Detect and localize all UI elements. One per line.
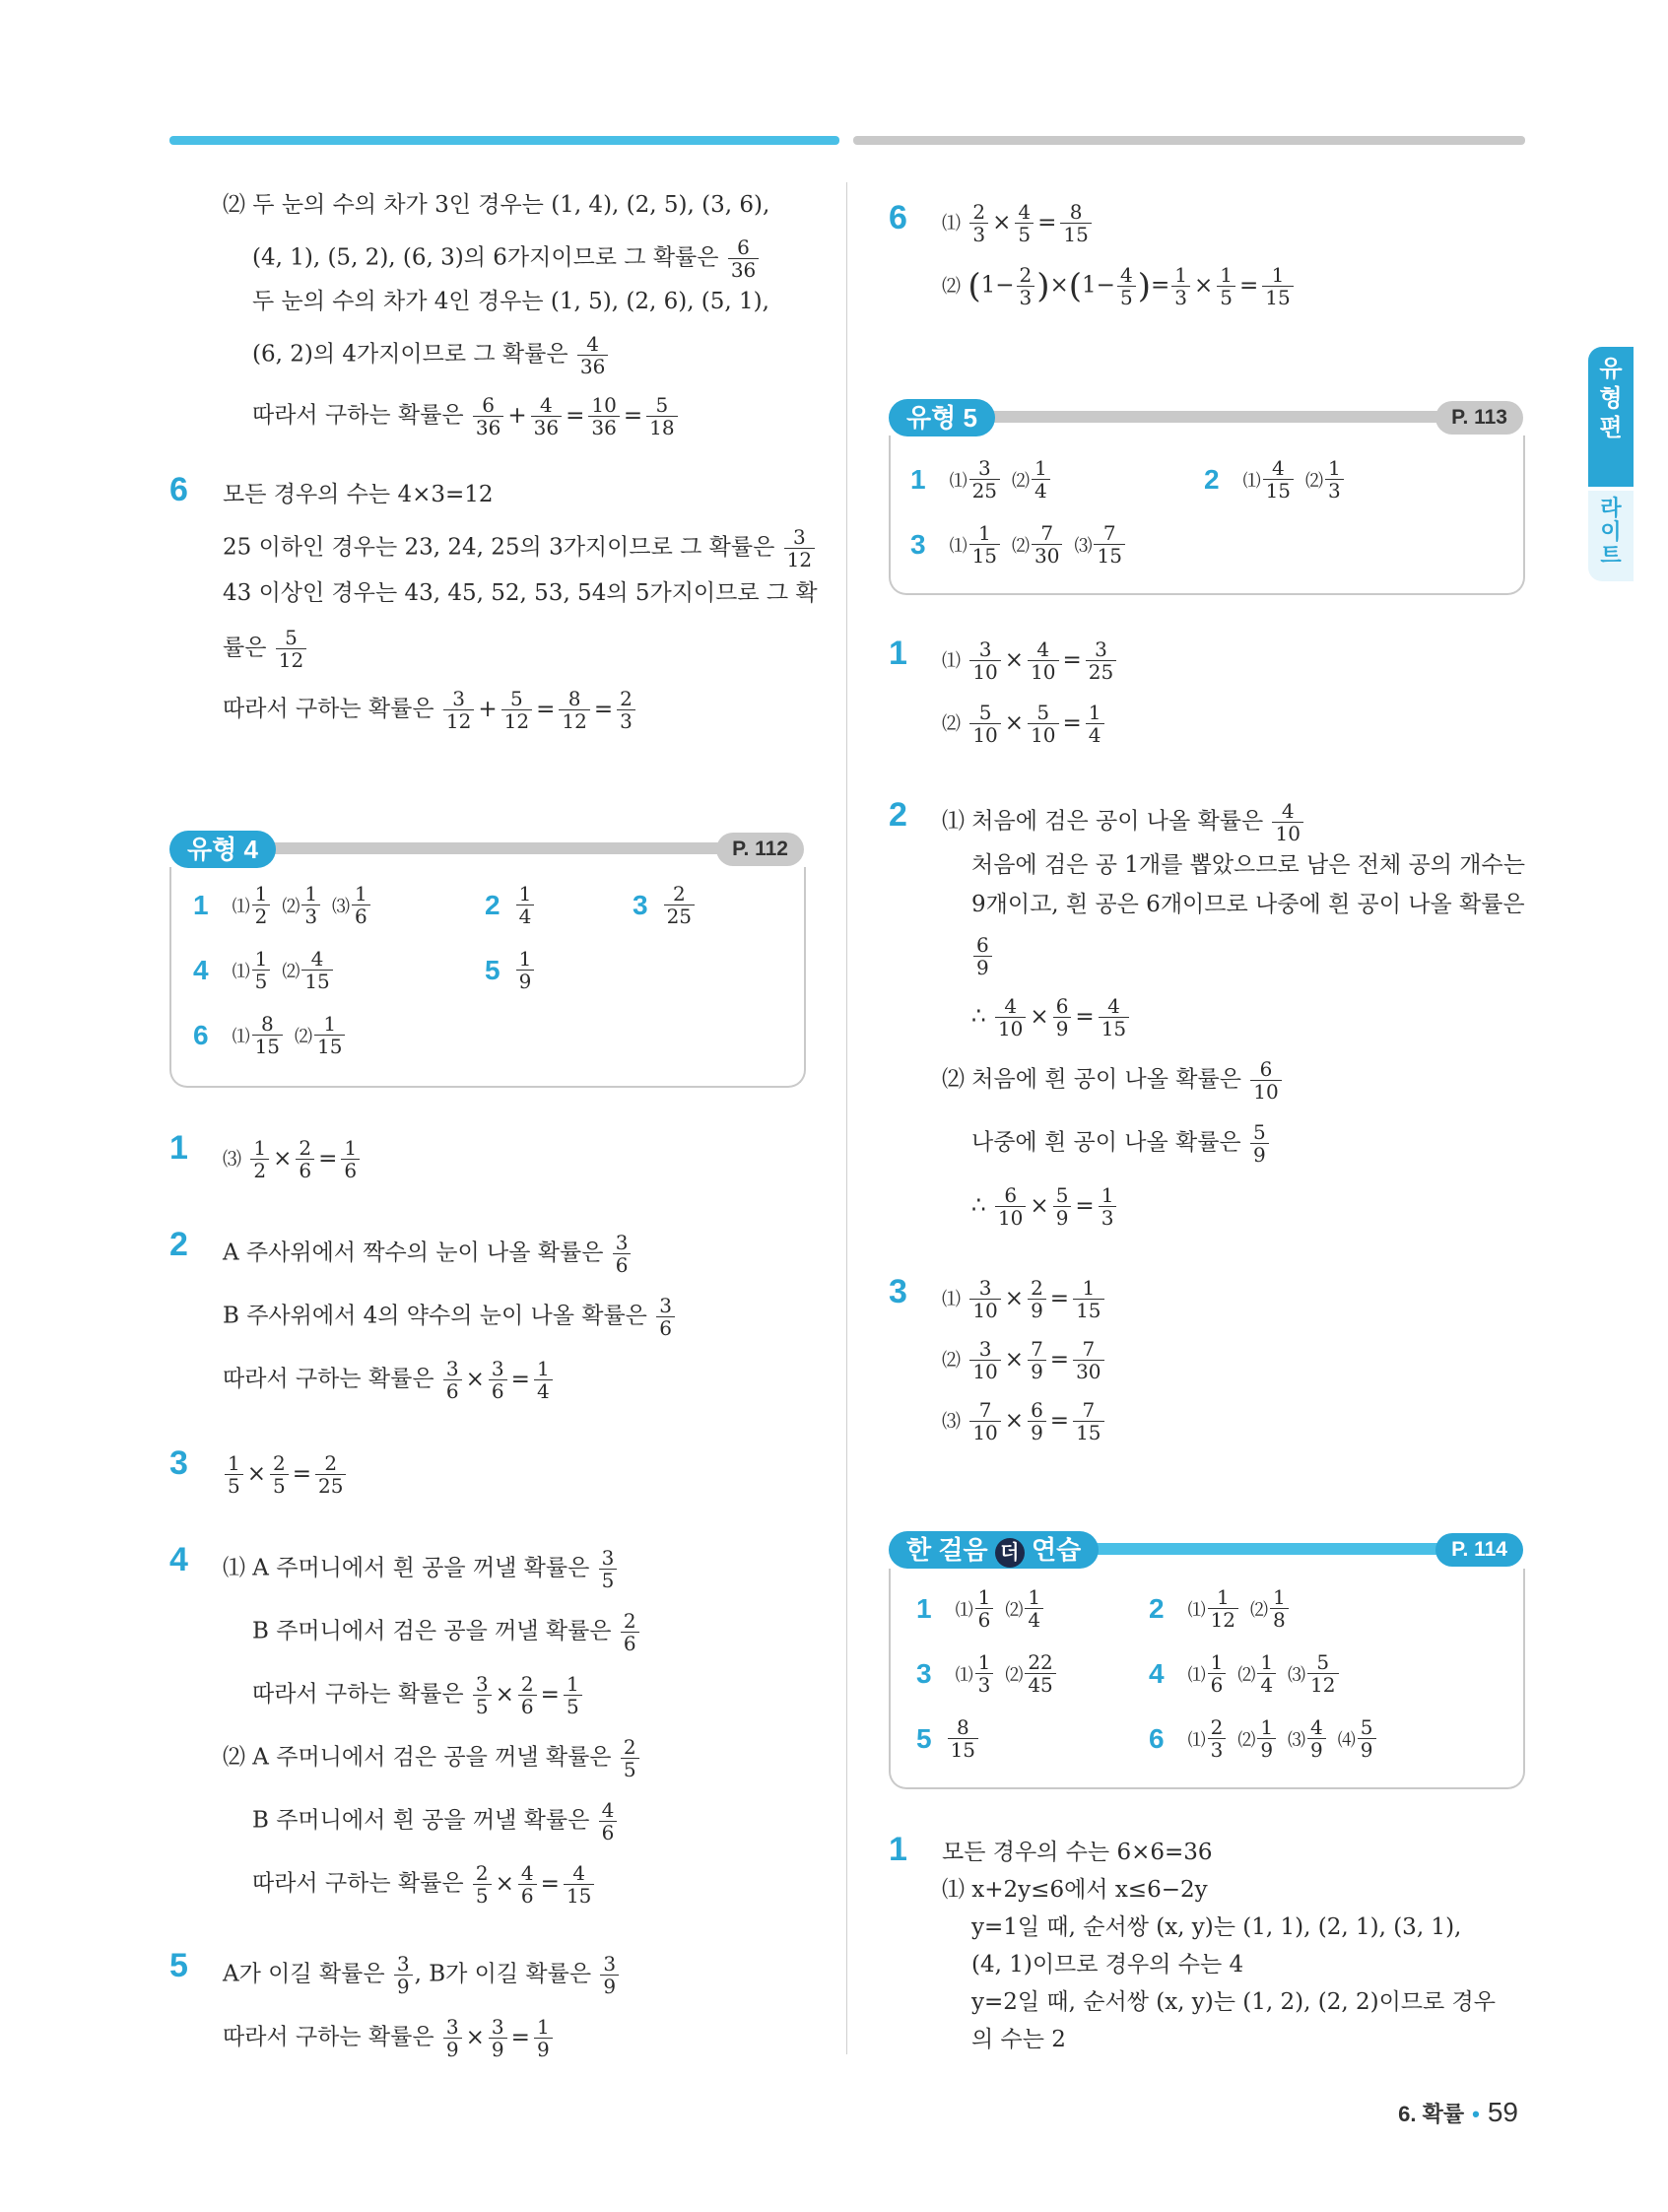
q6-line3: 43 이상인 경우는 43, 45, 52, 53, 54의 5가지이므로 그 확 [223,580,818,606]
chapter-label: 6. 확률 [1398,2102,1465,2126]
r2-line3: 9개이고, 흰 공은 6개이므로 나중에 흰 공이 나올 확률은 [971,892,1525,917]
more-practice-header [889,1531,1523,1569]
page-number: 59 [1487,2097,1518,2127]
sol2-line3: 따라서 구하는 확률은 $\frac{3}{6}$ × $\frac{3}{6}$ = $\frac{1}{4}$ [223,1358,555,1402]
side-tab [1588,347,1634,583]
r2-line-therefore2: ∴ $\frac{6}{10}$ × $\frac{5}{9}$ = $\frac{1}{3}$ [971,1184,1118,1229]
q6-line2: 25 이하인 경우는 23, 24, 25의 3가지이므로 그 확률은 $\frac{3}{12}$ [223,526,817,570]
m1-line3: y=1일 때, 순서쌍 (x, y)는 (1, 1), (2, 1), (3, 1), [971,1914,1462,1940]
r2-number: 2 [889,796,907,834]
rq6-number: 6 [889,199,907,236]
m1-line2: ⑴ x+2y≤6에서 x≤6−2y [942,1877,1208,1903]
sol5-number: 5 [169,1947,188,1984]
r3-line3: ⑶ $\frac{7}{10}$ × $\frac{6}{9}$ = $\frac{7}{15}$ [942,1399,1106,1443]
m1-line6: 의 수는 2 [971,2027,1066,2052]
r2-line2: 처음에 검은 공 1개를 뽑았으므로 남은 전체 공의 개수는 [971,852,1525,878]
side-tab-main: 유형편 [1588,347,1634,487]
m1-line5: y=2일 때, 순서쌍 (x, y)는 (1, 2), (2, 2)이므로 경우 [971,1989,1496,2015]
side-tab-sub: 라이트 [1588,491,1634,581]
r2-line1: ⑴ 처음에 검은 공이 나올 확률은 $\frac{4}{10}$ [942,800,1305,844]
type4-answer-6: 6 ⑴ $\frac{8}{15}$ ⑵ $\frac{1}{15}$ [193,1013,347,1057]
q6-number: 6 [169,471,188,508]
sol1-number: 1 [169,1129,188,1167]
r2-line-therefore1: ∴ $\frac{4}{10}$ × $\frac{6}{9}$ = $\frac{4}{15}$ [971,995,1131,1039]
top-rule-right [853,136,1525,145]
sol4-line3: 따라서 구하는 확률은 $\frac{3}{5}$ × $\frac{2}{6}$ = $\frac{1}{5}$ [252,1673,584,1717]
more-practice-page-ref: P. 114 [1435,1533,1523,1567]
m1-line4: (4, 1)이므로 경우의 수는 4 [971,1952,1244,1977]
sol5-line2: 따라서 구하는 확률은 $\frac{3}{9}$ × $\frac{3}{9}$ = $\frac{1}{9}$ [223,2016,555,2060]
q6-line4: 률은 $\frac{5}{12}$ [223,627,308,671]
more-answer-2: 2 ⑴ $\frac{1}{12}$ ⑵ $\frac{1}{8}$ [1149,1586,1291,1631]
type5-answer-2: 2 ⑴ $\frac{4}{15}$ ⑵ $\frac{1}{3}$ [1204,457,1346,502]
more-answer-3: 3 ⑴ $\frac{1}{3}$ ⑵ $\frac{22}{45}$ [916,1651,1058,1696]
type4-page-ref: P. 112 [716,833,804,866]
sol4-line5: B 주머니에서 흰 공을 꺼낼 확률은 $\frac{4}{6}$ [252,1799,619,1843]
q2-line1: ⑵ 두 눈의 수의 차가 3인 경우는 (1, 4), (2, 5), (3, 6), [223,192,770,218]
r3-number: 3 [889,1273,907,1310]
more-answer-1: 1 ⑴ $\frac{1}{6}$ ⑵ $\frac{1}{4}$ [916,1586,1045,1631]
type4-header-bar [248,842,745,854]
r2-line5: 나중에 흰 공이 나올 확률은 $\frac{5}{9}$ [971,1121,1271,1166]
type4-tag: 유형 4 [169,831,276,868]
r2-line3b: $\frac{6}{9}$ [971,934,994,978]
rq6-line2: ⑵ (1− $\frac{2}{3}$ )×(1− $\frac{4}{5}$ )= $\frac{1}{3}$ × $\frac{1}{5}$ = $\frac{1}{15}$ [942,264,1296,308]
type5-header-bar [967,411,1464,423]
sol2-line2: B 주사위에서 4의 약수의 눈이 나올 확률은 $\frac{3}{6}$ [223,1295,677,1339]
q2-line4: (6, 2)의 4가지이므로 그 확률은 $\frac{4}{36}$ [252,333,610,377]
r1-line2: ⑵ $\frac{5}{10}$ × $\frac{5}{10}$ = $\frac{1}{4}$ [942,702,1106,746]
sol3-number: 3 [169,1444,188,1482]
type4-header [169,831,804,868]
type5-page-ref: P. 113 [1435,401,1523,435]
sol1-line: ⑶ $\frac{1}{2}$ × $\frac{2}{6}$ = $\frac{1}{6}$ [223,1137,362,1181]
m1-line1: 모든 경우의 수는 6×6=36 [942,1840,1213,1865]
rq6-line1: ⑴ $\frac{2}{3}$ × $\frac{4}{5}$ = $\frac{8}{15}$ [942,201,1094,245]
more-answer-6: 6 ⑴ $\frac{2}{3}$ ⑵ $\frac{1}{9}$ ⑶ $\frac{4}{9}$ ⑷ $\frac{5}{9}$ [1149,1716,1378,1761]
sol5-line1: A가 이길 확률은 $\frac{3}{9}$ , B가 이길 확률은 $\frac{3}{9}$ [223,1953,621,1997]
type4-answer-2: 2 $\frac{1}{4}$ [485,883,536,927]
more-answer-4: 4 ⑴ $\frac{1}{6}$ ⑵ $\frac{1}{4}$ ⑶ $\frac{5}{12}$ [1149,1651,1341,1696]
type4-answer-5: 5 $\frac{1}{9}$ [485,948,536,992]
sol3-line: $\frac{1}{5}$ × $\frac{2}{5}$ = $\frac{2}{25}$ [223,1452,348,1497]
type4-answer-3: 3 $\frac{2}{25}$ [633,883,697,927]
more-practice-header-bar [1036,1543,1464,1555]
q2-line3: 두 눈의 수의 차가 4인 경우는 (1, 5), (2, 6), (5, 1), [252,289,769,314]
type5-answer-1: 1 ⑴ $\frac{3}{25}$ ⑵ $\frac{1}{4}$ [910,457,1052,502]
q2-line5: 따라서 구하는 확률은 $\frac{6}{36}$ + $\frac{4}{36}$ = $\frac{10}{36}$ = $\frac{5}{18}$ [252,394,680,438]
r3-line2: ⑵ $\frac{3}{10}$ × $\frac{7}{9}$ = $\frac{7}{30}$ [942,1338,1106,1382]
more-answer-5: 5 $\frac{8}{15}$ [916,1716,980,1761]
more-practice-tag: 한 걸음 더 연습 [889,1531,1099,1569]
type4-answer-4: 4 ⑴ $\frac{1}{5}$ ⑵ $\frac{4}{15}$ [193,948,335,992]
type5-tag: 유형 5 [889,399,995,436]
sol4-line6: 따라서 구하는 확률은 $\frac{2}{5}$ × $\frac{4}{6}$ = $\frac{4}{15}$ [252,1862,596,1907]
sol2-line1: A 주사위에서 짝수의 눈이 나올 확률은 $\frac{3}{6}$ [223,1232,633,1276]
type5-header [889,399,1523,436]
r1-line1: ⑴ $\frac{3}{10}$ × $\frac{4}{10}$ = $\frac{3}{25}$ [942,638,1118,683]
r1-number: 1 [889,635,907,672]
sol4-line2: B 주머니에서 검은 공을 꺼낼 확률은 $\frac{2}{6}$ [252,1610,641,1654]
r3-line1: ⑴ $\frac{3}{10}$ × $\frac{2}{9}$ = $\frac{1}{15}$ [942,1277,1106,1321]
sol2-number: 2 [169,1226,188,1263]
type5-answer-3: 3 ⑴ $\frac{1}{15}$ ⑵ $\frac{7}{30}$ ⑶ $\frac{7}{15}$ [910,522,1127,567]
top-rule-left [169,136,839,145]
r2-line4: ⑵ 처음에 흰 공이 나올 확률은 $\frac{6}{10}$ [942,1058,1284,1103]
page-footer: 6. 확률 • 59 [1398,2097,1518,2127]
sol4-line4: ⑵ A 주머니에서 검은 공을 꺼낼 확률은 $\frac{2}{5}$ [223,1736,641,1780]
q6-line1: 모든 경우의 수는 4×3=12 [223,482,494,507]
sol4-number: 4 [169,1541,188,1578]
q6-line5: 따라서 구하는 확률은 $\frac{3}{12}$ + $\frac{5}{12}$ = $\frac{8}{12}$ = $\frac{2}{3}$ [223,688,637,732]
column-divider [846,182,847,2054]
q2-line2: (4, 1), (5, 2), (6, 3)의 6가지이므로 그 확률은 $\frac{6}{36}$ [252,236,761,281]
sol4-line1: ⑴ A 주머니에서 흰 공을 꺼낼 확률은 $\frac{3}{5}$ [223,1547,619,1591]
m1-number: 1 [889,1831,907,1868]
type4-answer-1: 1 ⑴ $\frac{1}{2}$ ⑵ $\frac{1}{3}$ ⑶ $\frac{1}{6}$ [193,883,372,927]
